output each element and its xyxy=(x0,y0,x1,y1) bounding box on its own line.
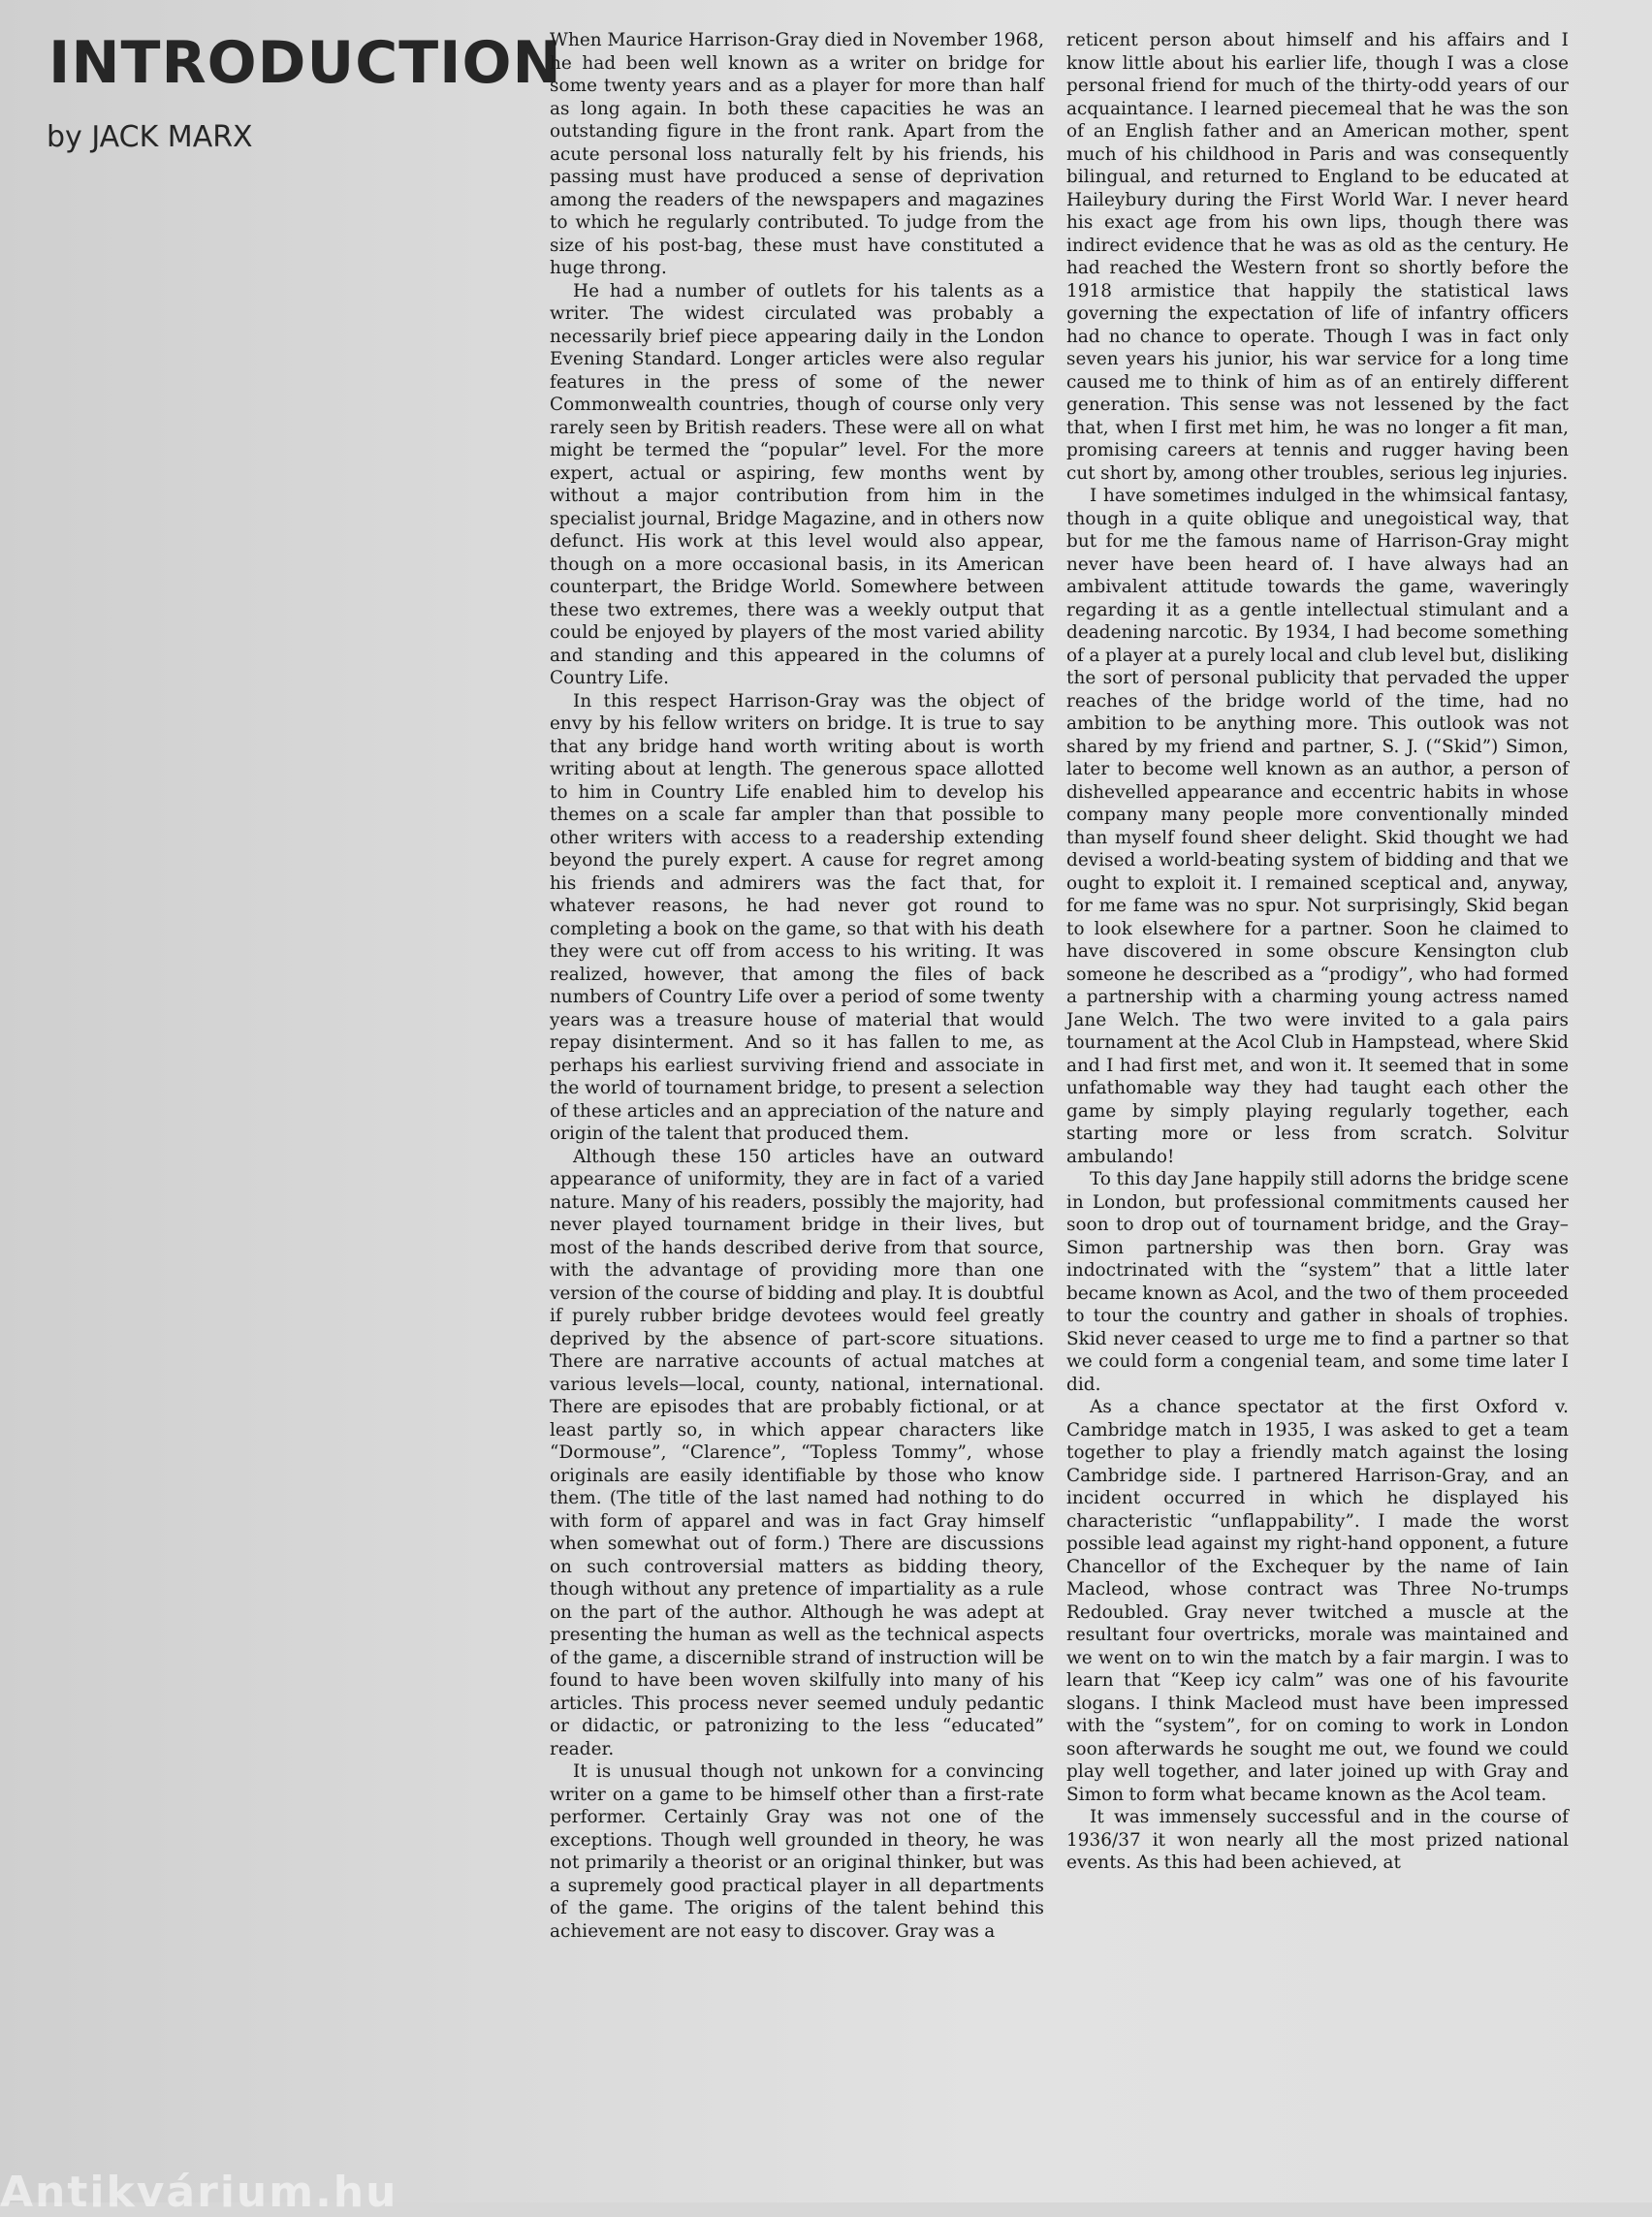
author-byline: by JACK MARX xyxy=(47,120,253,154)
text-column-right xyxy=(1066,29,1569,1875)
paragraph: Although these 150 articles have an outward appearance of uniformity, they are in fact of a varied nature. Many of his readers, possibly the majority, had never played tournament bridge in their lives, but most of the hands described derive from that source, with the advantage of providing more than one version of the course of bidding and play. It is doubtful if purely rubber bridge devotees would feel greatly deprived by the absence of part-score situations. There are narrative accounts of actual matches at various levels—local, county, national, international. There are episodes that are probably fictional, or at least partly so, in which appear characters like “Dormouse”, “Clarence”, “Topless Tommy”, whose originals are easily identifiable by those who know them. (The title of the last named had nothing to do with form of apparel and was in fact Gray himself when somewhat out of form.) There are discussions on such controversial matters as bidding theory, though without any pretence of impartiality as a rule on the part of the author. Although he was adept at presenting the human as well as the technical aspects of the game, a discernible strand of instruction will be found to have been woven skilfully into many of his articles. This process never seemed unduly pedantic or didactic, or patronizing to the less “educated” reader. xyxy=(550,1146,1044,1759)
paragraph: It is unusual though not unkown for a convincing writer on a game to be himself other than a first-rate performer. Certainly Gray was not one of the exceptions. Though well grounded in theory, he was not primarily a theorist or an original thinker, but was a supremely good practical player in all departments of the game. The origins of the talent behind this achievement are not easy to discover. Gray was a xyxy=(550,1761,1044,1942)
text-column-left xyxy=(550,29,1044,1943)
paragraph: I have sometimes indulged in the whimsical fantasy, though in a quite oblique and unegoistical way, that but for me the famous name of Harrison-Gray might never have been heard of. I have always had an ambivalent attitude towards the game, waveringly regarding it as a gentle intellectual stimulant and a deadening narcotic. By 1934, I had become something of a player at a purely local and club level but, disliking the sort of personal publicity that pervaded the upper reaches of the bridge world of the time, had no ambition to be anything more. This outlook was not shared by my friend and partner, S. J. (“Skid”) Simon, later to become well known as an author, a person of dishevelled appearance and eccentric habits in whose company many people more conventionally minded than myself found sheer delight. Skid thought we had devised a world-beating system of bidding and that we ought to exploit it. I remained sceptical and, anyway, for me fame was no spur. Not surprisingly, Skid began to look elsewhere for a partner. Soon he claimed to have discovered in some obscure Kensington club someone he described as a “prodigy”, who had formed a partnership with a charming young actress named Jane Welch. The two were invited to a gala pairs tournament at the Acol Club in Hampstead, where Skid and I had first met, and won it. It seemed that in some unfathomable way they had taught each other the game by simply playing regularly together, each starting more or less from scratch. Solvitur ambulando! xyxy=(1066,486,1569,1167)
paragraph: It was immensely successful and in the course of 1936/37 it won nearly all the most prized national events. As this had been achieved, at xyxy=(1066,1807,1569,1873)
paragraph: To this day Jane happily still adorns the bridge scene in London, but professional commitments caused her soon to drop out of tournament bridge, and the Gray–Simon partnership was then born. Gray was indoctrinated with the “system” that a little later became known as Acol, and the two of them proceeded to tour the country and gather in shoals of trophies. Skid never ceased to urge me to find a partner so that we could form a congenial team, and some time later I did. xyxy=(1066,1169,1569,1395)
paragraph: In this respect Harrison-Gray was the object of envy by his fellow writers on bridge. It is true to say that any bridge hand worth writing about is worth writing about at length. The generous space allotted to him in Country Life enabled him to develop his themes on a scale far ampler than that possible to other writers with access to a readership extending beyond the purely expert. A cause for regret among his friends and admirers was the fact that, for whatever reasons, he had never got round to completing a book on the game, so that with his death they were cut off from access to his writing. It was realized, however, that among the files of back numbers of Country Life over a period of some twenty years was a treasure house of material that would repay disinterment. And so it has fallen to me, as perhaps his earliest surviving friend and associate in the world of tournament bridge, to present a selection of these articles and an appreciation of the nature and origin of the talent that produced them. xyxy=(550,690,1044,1144)
paragraph: As a chance spectator at the first Oxford v. Cambridge match in 1935, I was asked to get a team together to play a friendly match against the losing Cambridge side. I partnered Harrison-Gray, and an incident occurred in which he displayed his characteristic “unflappability”. I made the worst possible lead against my right-hand opponent, a future Chancellor of the Exchequer by the name of Iain Macleod, whose contract was Three No-trumps Redoubled. Gray never twitched a muscle at the resultant four overtricks, morale was maintained and we went on to win the match by a fair margin. I was to learn that “Keep icy calm” was one of his favourite slogans. I think Macleod must have been impressed with the “system”, for on coming to work in London soon afterwards he sought me out, we found we could play well together, and later joined up with Gray and Simon to form what became known as the Acol team. xyxy=(1066,1397,1569,1805)
watermark: Antikvárium.hu xyxy=(0,2168,398,2217)
page-title: INTRODUCTION xyxy=(48,29,562,97)
paragraph: When Maurice Harrison-Gray died in November 1968, he had been well known as a writer on bridge for some twenty years and as a player for more than half as long again. In both these capacities he was an outstanding figure in the front rank. Apart from the acute personal loss naturally felt by his friends, his passing must have produced a sense of deprivation among the readers of the newspapers and magazines to which he regularly contributed. To judge from the size of his post-bag, these must have constituted a huge throng. xyxy=(550,30,1044,278)
paragraph: reticent person about himself and his affairs and I know little about his earlier life, though I was a close personal friend for much of the thirty-odd years of our acquaintance. I learned piecemeal that he was the son of an English father and an American mother, spent much of his childhood in Paris and was consequently bilingual, and returned to England to be educated at Haileybury during the First World War. I never heard his exact age from his own lips, though there was indirect evidence that he was as old as the century. He had reached the Western front so shortly before the 1918 armistice that happily the statistical laws governing the expectation of life of infantry officers had no chance to operate. Though I was in fact only seven years his junior, his war service for a long time caused me to think of him as of an entirely different generation. This sense was not lessened by the fact that, when I first met him, he was no longer a fit man, promising careers at tennis and rugger having been cut short by, among other troubles, serious leg injuries. xyxy=(1066,30,1569,484)
paragraph: He had a number of outlets for his talents as a writer. The widest circulated was probably a necessarily brief piece appearing daily in the London Evening Standard. Longer articles were also regular features in the press of some of the newer Commonwealth countries, though of course only very rarely seen by British readers. These were all on what might be termed the “popular” level. For the more expert, actual or aspiring, few months went by without a major contribution from him in the specialist journal, Bridge Magazine, and in others now defunct. His work at this level would also appear, though on a more occasional basis, in its American counterpart, the Bridge World. Somewhere between these two extremes, there was a weekly output that could be enjoyed by players of the most varied ability and standing and this appeared in the columns of Country Life. xyxy=(550,280,1044,688)
